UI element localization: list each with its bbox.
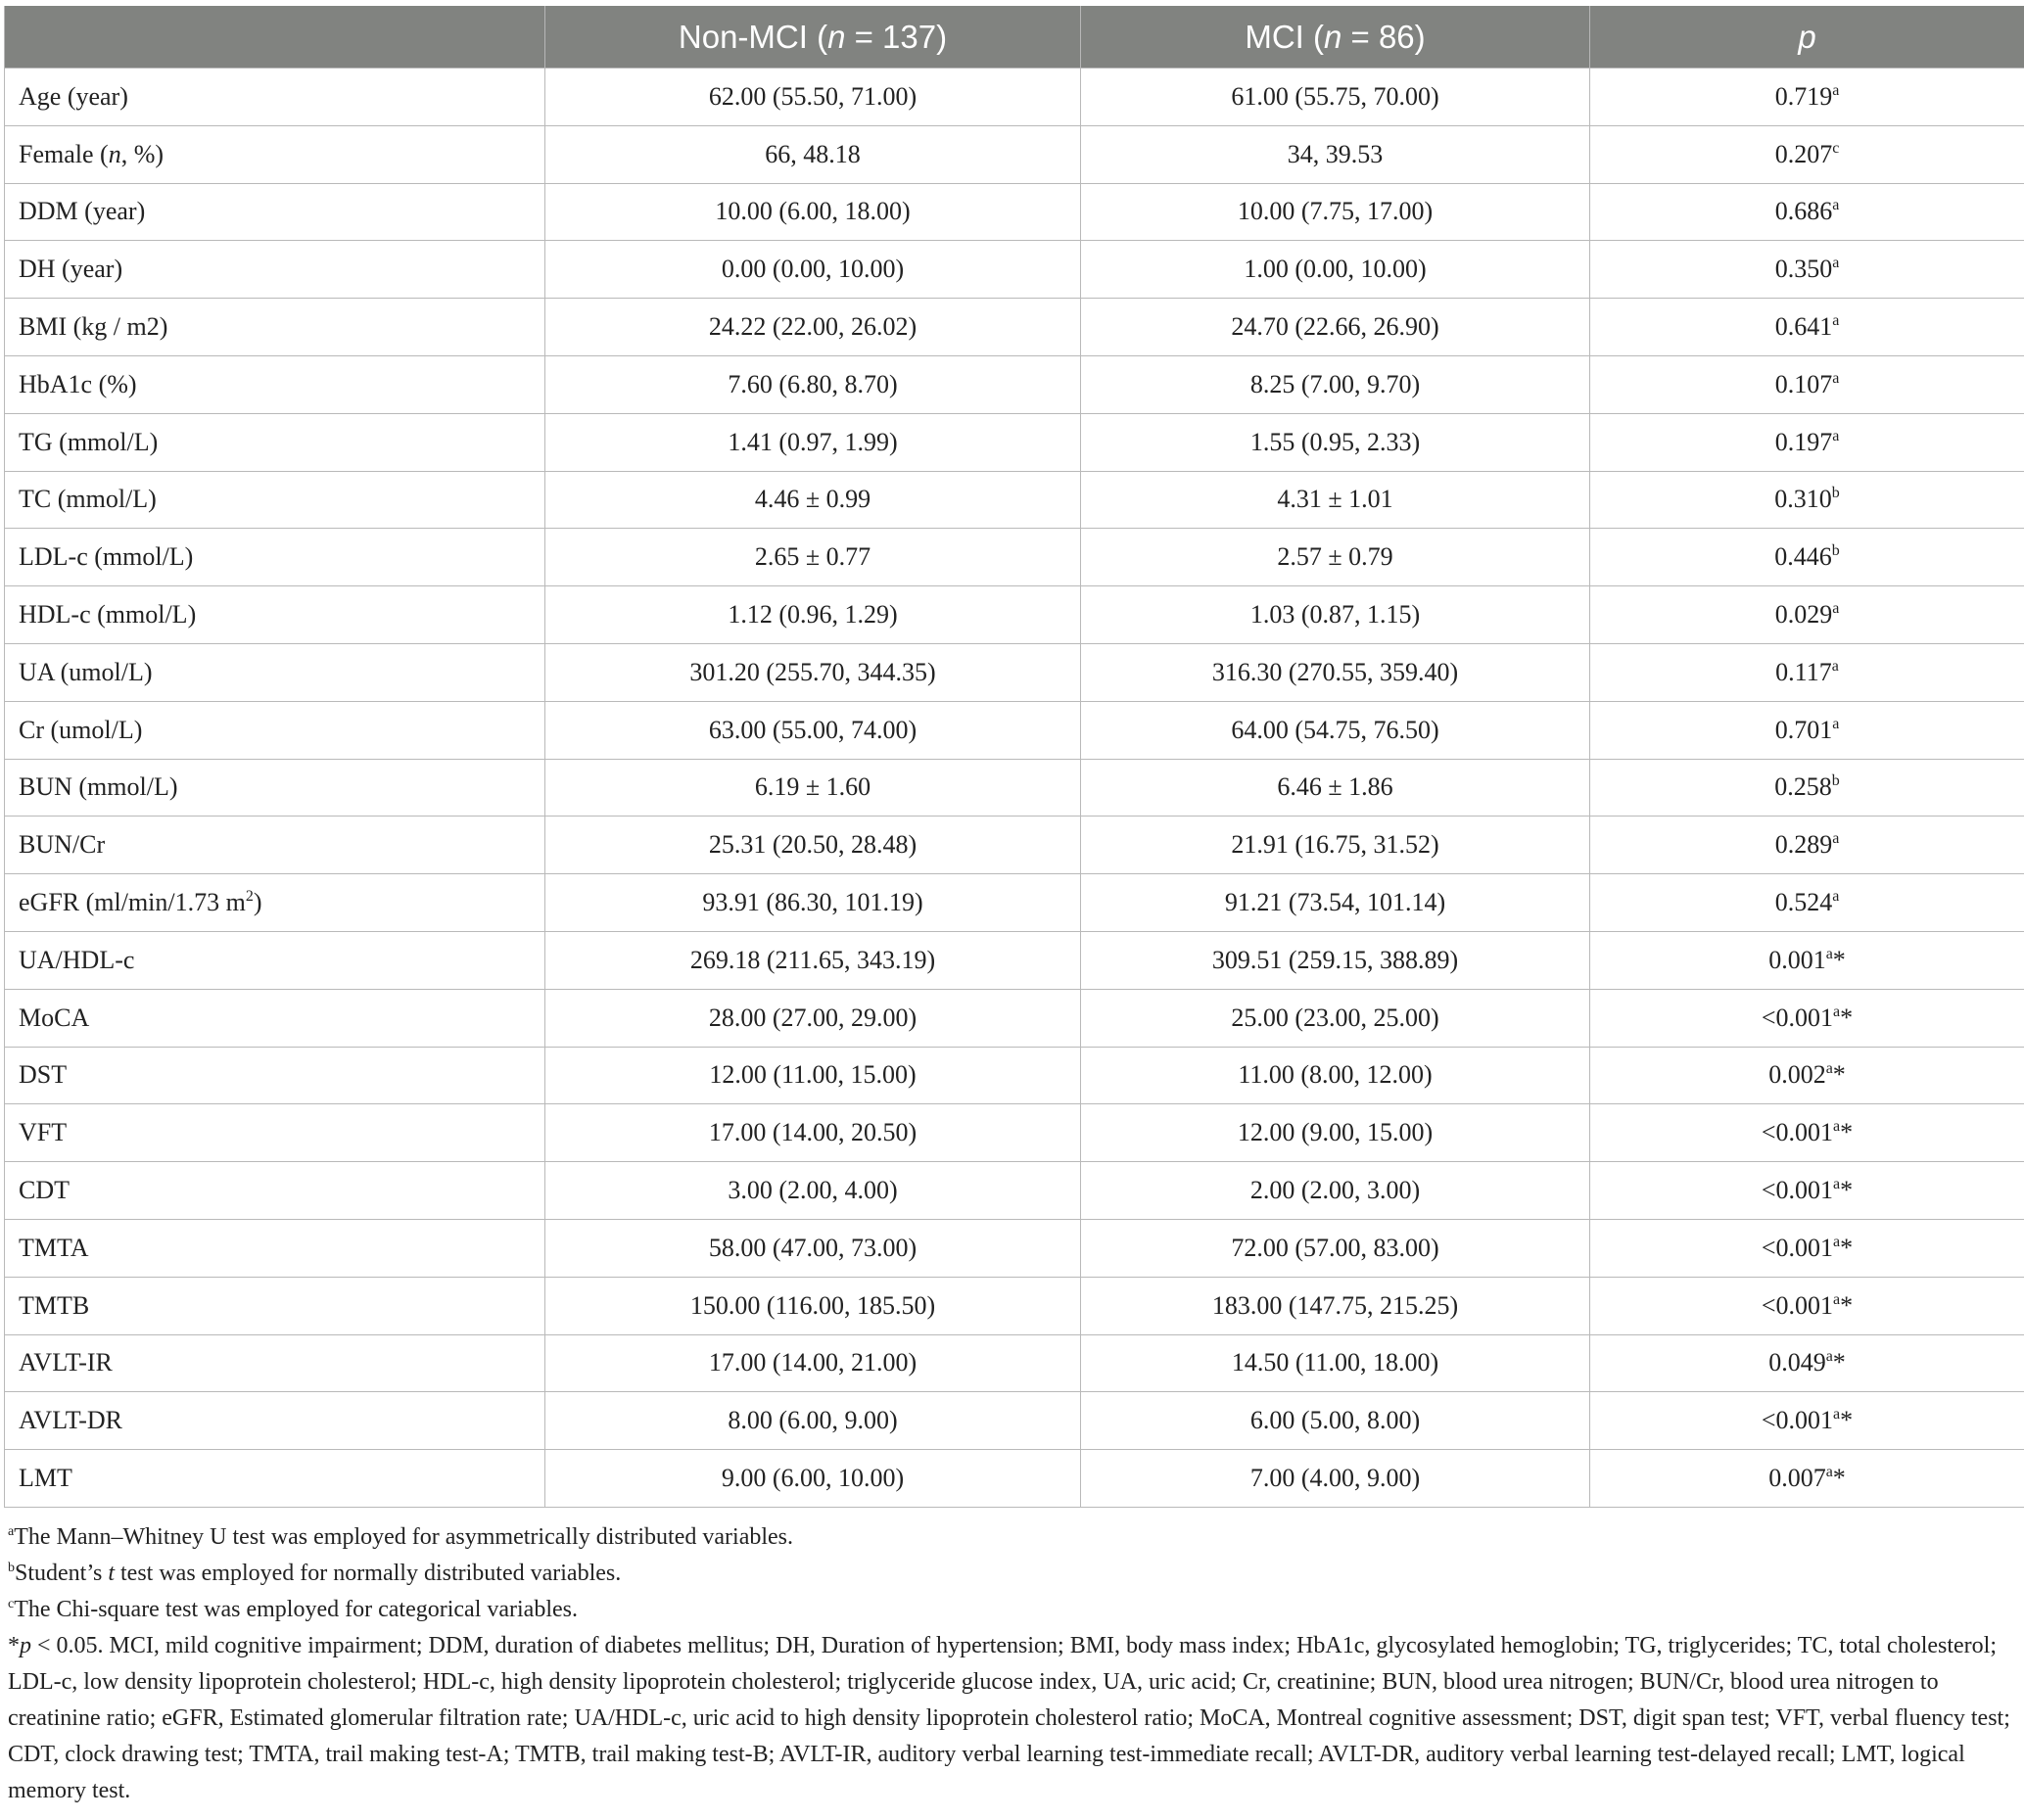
significance-star: * [1832,1464,1846,1493]
row-label-text: TMTA [19,1233,89,1262]
row-label-text: DST [19,1060,68,1090]
p-value: 0.049 [1768,1348,1826,1377]
non-mci-value: 269.18 (211.65, 343.19) [545,931,1081,989]
footnote-p: p [20,1632,31,1658]
table-row [5,471,2024,529]
p-value-cell [1590,1392,2024,1450]
row-label-text: CDT [19,1176,70,1205]
p-value-test-marker: a [1832,600,1840,618]
row-label [5,529,545,586]
footnote-c [8,1592,2020,1628]
p-value-test-marker: b [1831,485,1840,502]
row-label [5,643,545,701]
p-value-cell [1590,989,2024,1047]
table-row [5,586,2024,644]
row-label-text: Age (year) [19,81,128,111]
mci-value: 309.51 (259.15, 388.89) [1081,931,1590,989]
mci-value: 2.57 ± 0.79 [1081,529,1590,586]
table-row [5,1104,2024,1162]
row-label-text: UA (umol/L) [19,657,153,686]
row-label [5,1047,545,1104]
non-mci-value: 9.00 (6.00, 10.00) [545,1450,1081,1508]
p-value-cell [1590,931,2024,989]
row-label [5,817,545,874]
mci-value: 91.21 (73.54, 101.14) [1081,874,1590,932]
table-row [5,183,2024,241]
mci-value: 10.00 (7.75, 17.00) [1081,183,1590,241]
table-row [5,529,2024,586]
row-label [5,125,545,183]
row-label-text: AVLT-DR [19,1406,122,1435]
table-row [5,299,2024,356]
table-footnotes [4,1519,2020,1809]
table-body [5,69,2024,1508]
row-label [5,241,545,299]
mci-value: 1.03 (0.87, 1.15) [1081,586,1590,644]
mci-value: 8.25 (7.00, 9.70) [1081,355,1590,413]
row-label [5,1277,545,1334]
data-table [4,6,2024,1508]
row-label-text: DH (year) [19,255,123,284]
p-value: 0.002 [1768,1060,1826,1090]
non-mci-value: 7.60 (6.80, 8.70) [545,355,1081,413]
significance-star: * [1840,1118,1854,1147]
p-value: <0.001 [1761,1176,1834,1205]
p-value-cell [1590,1104,2024,1162]
non-mci-value: 17.00 (14.00, 20.50) [545,1104,1081,1162]
footnote-a-marker: a [8,1523,15,1539]
p-value-test-marker: a [1833,1003,1841,1020]
row-label-superscript: 2 [245,888,254,906]
p-value: 0.289 [1774,830,1833,860]
table-row [5,1219,2024,1277]
non-mci-value: 6.19 ± 1.60 [545,759,1081,817]
p-value: <0.001 [1761,1290,1834,1320]
p-value-test-marker: a [1832,81,1840,99]
mci-value: 1.55 (0.95, 2.33) [1081,413,1590,471]
p-value-cell [1590,69,2024,126]
non-mci-value: 24.22 (22.00, 26.02) [545,299,1081,356]
significance-star: * [1840,1290,1854,1320]
p-value-cell [1590,817,2024,874]
p-value-test-marker: a [1825,1060,1833,1078]
p-value-test-marker: a [1832,255,1840,272]
non-mci-value: 0.00 (0.00, 10.00) [545,241,1081,299]
footnote-b-text-2: test was employed for normally distributed variables. [115,1560,622,1586]
row-label-text: TC (mmol/L) [19,485,157,514]
table-row [5,1277,2024,1334]
row-label [5,874,545,932]
mci-value: 2.00 (2.00, 3.00) [1081,1162,1590,1220]
significance-star: * [1832,1060,1846,1090]
row-label-text: BUN/Cr [19,830,106,860]
p-value-test-marker: a [1832,888,1840,906]
row-label-text: LMT [19,1464,72,1493]
p-value: 0.107 [1774,369,1833,398]
significance-star: * [1840,1233,1854,1262]
p-value-cell [1590,586,2024,644]
non-mci-value: 4.46 ± 0.99 [545,471,1081,529]
p-value: 0.310 [1774,485,1832,514]
p-value-test-marker: a [1825,945,1833,962]
table-row [5,759,2024,817]
p-value-cell [1590,299,2024,356]
table-row [5,413,2024,471]
p-value-test-marker: c [1832,139,1840,157]
table-row [5,643,2024,701]
table-row [5,1047,2024,1104]
table-row [5,69,2024,126]
header-p-value [1590,6,2024,69]
table-row [5,241,2024,299]
row-label [5,1392,545,1450]
p-value-test-marker: a [1833,1176,1841,1193]
mci-value: 6.00 (5.00, 8.00) [1081,1392,1590,1450]
row-label-text: VFT [19,1118,68,1147]
table-row [5,989,2024,1047]
p-value-test-marker: a [1831,657,1839,675]
mci-value: 1.00 (0.00, 10.00) [1081,241,1590,299]
row-label-text: AVLT-IR [19,1348,113,1377]
p-value-test-marker: a [1833,1118,1841,1136]
row-label [5,1450,545,1508]
mci-value: 4.31 ± 1.01 [1081,471,1590,529]
significance-star: * [1840,1176,1854,1205]
row-label-italic: n [108,139,121,168]
non-mci-value: 62.00 (55.50, 71.00) [545,69,1081,126]
row-label-text-3: ) [253,888,262,917]
row-label [5,471,545,529]
p-value: <0.001 [1761,1003,1834,1032]
p-value: 0.001 [1768,945,1826,974]
row-label [5,355,545,413]
p-value: <0.001 [1761,1406,1834,1435]
non-mci-value: 1.41 (0.97, 1.99) [545,413,1081,471]
p-value-cell [1590,1277,2024,1334]
p-value-cell [1590,1219,2024,1277]
row-label [5,759,545,817]
footnote-abbreviations [8,1628,2020,1809]
footnote-b-marker: b [8,1560,15,1575]
non-mci-value: 58.00 (47.00, 73.00) [545,1219,1081,1277]
header-variable [5,6,545,69]
p-value: 0.701 [1774,715,1833,744]
p-value-cell [1590,413,2024,471]
p-value-test-marker: a [1832,427,1840,444]
row-label [5,586,545,644]
non-mci-value: 8.00 (6.00, 9.00) [545,1392,1081,1450]
row-label [5,413,545,471]
row-label [5,69,545,126]
table-row [5,931,2024,989]
p-value: 0.258 [1774,772,1832,802]
p-value-cell [1590,1334,2024,1392]
p-value-test-marker: a [1833,1290,1841,1308]
row-label-text: MoCA [19,1003,90,1032]
table-row [5,874,2024,932]
p-value-test-marker: a [1832,312,1840,330]
mci-value: 34, 39.53 [1081,125,1590,183]
footnote-a-text: The Mann–Whitney U test was employed for asymmetrically distributed variables. [14,1523,794,1550]
p-value: 0.350 [1774,255,1833,284]
footnote-star: * [8,1632,20,1658]
p-value-test-marker: a [1832,197,1840,214]
non-mci-value: 301.20 (255.70, 344.35) [545,643,1081,701]
mci-value: 61.00 (55.75, 70.00) [1081,69,1590,126]
p-value-cell [1590,701,2024,759]
table-row [5,701,2024,759]
table-header [5,6,2024,69]
header-mci [1081,6,1590,69]
row-label-text-2: , %) [120,139,165,168]
row-label-text: BUN (mmol/L) [19,772,178,802]
non-mci-value: 150.00 (116.00, 185.50) [545,1277,1081,1334]
header-row [5,6,2024,69]
p-value: 0.641 [1774,312,1833,342]
header-non-mci-prefix: Non-MCI ( [678,18,828,55]
row-label-text: TMTB [19,1290,90,1320]
mci-value: 72.00 (57.00, 83.00) [1081,1219,1590,1277]
mci-value: 11.00 (8.00, 12.00) [1081,1047,1590,1104]
p-value-cell [1590,183,2024,241]
footnote-b [8,1556,2020,1592]
p-value-cell [1590,759,2024,817]
row-label-text: HDL-c (mmol/L) [19,600,197,630]
row-label-text: HbA1c (%) [19,369,137,398]
p-value-cell [1590,1162,2024,1220]
table-row [5,1450,2024,1508]
row-label-text: Cr (umol/L) [19,715,143,744]
footnote-b-text-italic: t [108,1560,116,1586]
mci-value: 25.00 (23.00, 25.00) [1081,989,1590,1047]
p-value: <0.001 [1761,1118,1834,1147]
row-label [5,183,545,241]
p-value-cell [1590,529,2024,586]
p-value: 0.117 [1775,657,1832,686]
row-label [5,989,545,1047]
p-value-test-marker: a [1832,830,1840,848]
non-mci-value: 63.00 (55.00, 74.00) [545,701,1081,759]
p-value: 0.207 [1774,139,1833,168]
p-value-test-marker: b [1831,772,1840,790]
non-mci-value: 12.00 (11.00, 15.00) [545,1047,1081,1104]
mci-value: 12.00 (9.00, 15.00) [1081,1104,1590,1162]
row-label-text: eGFR (ml/min/1.73 m [19,888,246,917]
row-label [5,299,545,356]
row-label [5,1334,545,1392]
non-mci-value: 1.12 (0.96, 1.29) [545,586,1081,644]
p-value-test-marker: a [1832,715,1840,732]
table-row [5,1162,2024,1220]
row-label-text: UA/HDL-c [19,945,135,974]
row-label [5,1104,545,1162]
footnote-c-text: The Chi-square test was employed for categorical variables. [14,1596,578,1622]
p-value: 0.446 [1774,542,1832,572]
p-value-cell [1590,1450,2024,1508]
significance-star: * [1840,1406,1854,1435]
mci-value: 21.91 (16.75, 31.52) [1081,817,1590,874]
p-value: 0.197 [1774,427,1833,456]
significance-star: * [1832,1348,1846,1377]
non-mci-value: 17.00 (14.00, 21.00) [545,1334,1081,1392]
row-label [5,931,545,989]
table-row [5,355,2024,413]
non-mci-value: 2.65 ± 0.77 [545,529,1081,586]
p-value: <0.001 [1761,1233,1834,1262]
p-value-test-marker: a [1833,1406,1841,1423]
non-mci-value: 28.00 (27.00, 29.00) [545,989,1081,1047]
row-label [5,701,545,759]
header-non-mci-suffix: = 137) [845,18,948,55]
mci-value: 183.00 (147.75, 215.25) [1081,1277,1590,1334]
header-non-mci-n: n [827,18,846,55]
p-value-test-marker: a [1833,1233,1841,1250]
p-value-cell [1590,241,2024,299]
footnote-abbreviations-text: < 0.05. MCI, mild cognitive impairment; DDM, duration of diabetes mellitus; DH, Duration of hypertension; BMI, body mass index; HbA1c, glycosylated hemoglobin; TG, triglycerides; TC, total cholesterol; LDL-c, low density lipoprotein cholesterol; HDL-c, high density lipoprotein cholesterol; triglyceride glucose index, UA, uric acid; Cr, creatinine; BUN, blood urea nitrogen; BUN/Cr, blood urea nitrogen to creatinine ratio; eGFR, Estimated glomerular filtration rate; UA/HDL-c, uric acid to high density lipoprotein cholesterol ratio; MoCA, Montreal cognitive assessment; DST, digit span test; VFT, verbal fluency test; CDT, clock drawing test; TMTA, trail making test-A; TMTB, trail making test-B; AVLT-IR, auditory verbal learning test-immediate recall; AVLT-DR, auditory verbal learning test-delayed recall; LMT, logical memory test. [8,1632,2010,1803]
p-value: 0.007 [1768,1464,1826,1493]
row-label-text: TG (mmol/L) [19,427,159,456]
row-label-text: DDM (year) [19,197,146,226]
significance-star: * [1832,945,1846,974]
non-mci-value: 25.31 (20.50, 28.48) [545,817,1081,874]
header-p-label: p [1798,18,1816,55]
p-value-test-marker: a [1825,1348,1833,1366]
significance-star: * [1840,1003,1854,1032]
header-non-mci [545,6,1081,69]
table-row [5,817,2024,874]
row-label-text: BMI (kg / m2) [19,312,168,342]
p-value-test-marker: a [1825,1464,1833,1481]
non-mci-value: 93.91 (86.30, 101.19) [545,874,1081,932]
mci-value: 64.00 (54.75, 76.50) [1081,701,1590,759]
p-value-cell [1590,1047,2024,1104]
mci-value: 24.70 (22.66, 26.90) [1081,299,1590,356]
header-mci-n: n [1323,18,1342,55]
mci-value: 316.30 (270.55, 359.40) [1081,643,1590,701]
footnote-c-marker: c [8,1596,15,1611]
row-label [5,1219,545,1277]
footnote-a [8,1519,2020,1556]
non-mci-value: 10.00 (6.00, 18.00) [545,183,1081,241]
p-value-cell [1590,643,2024,701]
p-value: 0.719 [1774,81,1833,111]
p-value-cell [1590,874,2024,932]
non-mci-value: 3.00 (2.00, 4.00) [545,1162,1081,1220]
header-mci-prefix: MCI ( [1245,18,1324,55]
mci-value: 6.46 ± 1.86 [1081,759,1590,817]
table-row [5,125,2024,183]
table-row [5,1334,2024,1392]
header-mci-suffix: = 86) [1341,18,1426,55]
p-value: 0.686 [1774,197,1833,226]
row-label [5,1162,545,1220]
p-value-cell [1590,471,2024,529]
p-value-test-marker: b [1831,542,1840,560]
p-value: 0.029 [1774,600,1833,630]
mci-value: 14.50 (11.00, 18.00) [1081,1334,1590,1392]
table-row [5,1392,2024,1450]
p-value-cell [1590,355,2024,413]
p-value-cell [1590,125,2024,183]
row-label-text: LDL-c (mmol/L) [19,542,194,572]
non-mci-value: 66, 48.18 [545,125,1081,183]
p-value: 0.524 [1774,888,1833,917]
row-label-text: Female ( [19,139,109,168]
p-value-test-marker: a [1832,369,1840,387]
mci-value: 7.00 (4.00, 9.00) [1081,1450,1590,1508]
footnote-b-text-1: Student’s [15,1560,109,1586]
